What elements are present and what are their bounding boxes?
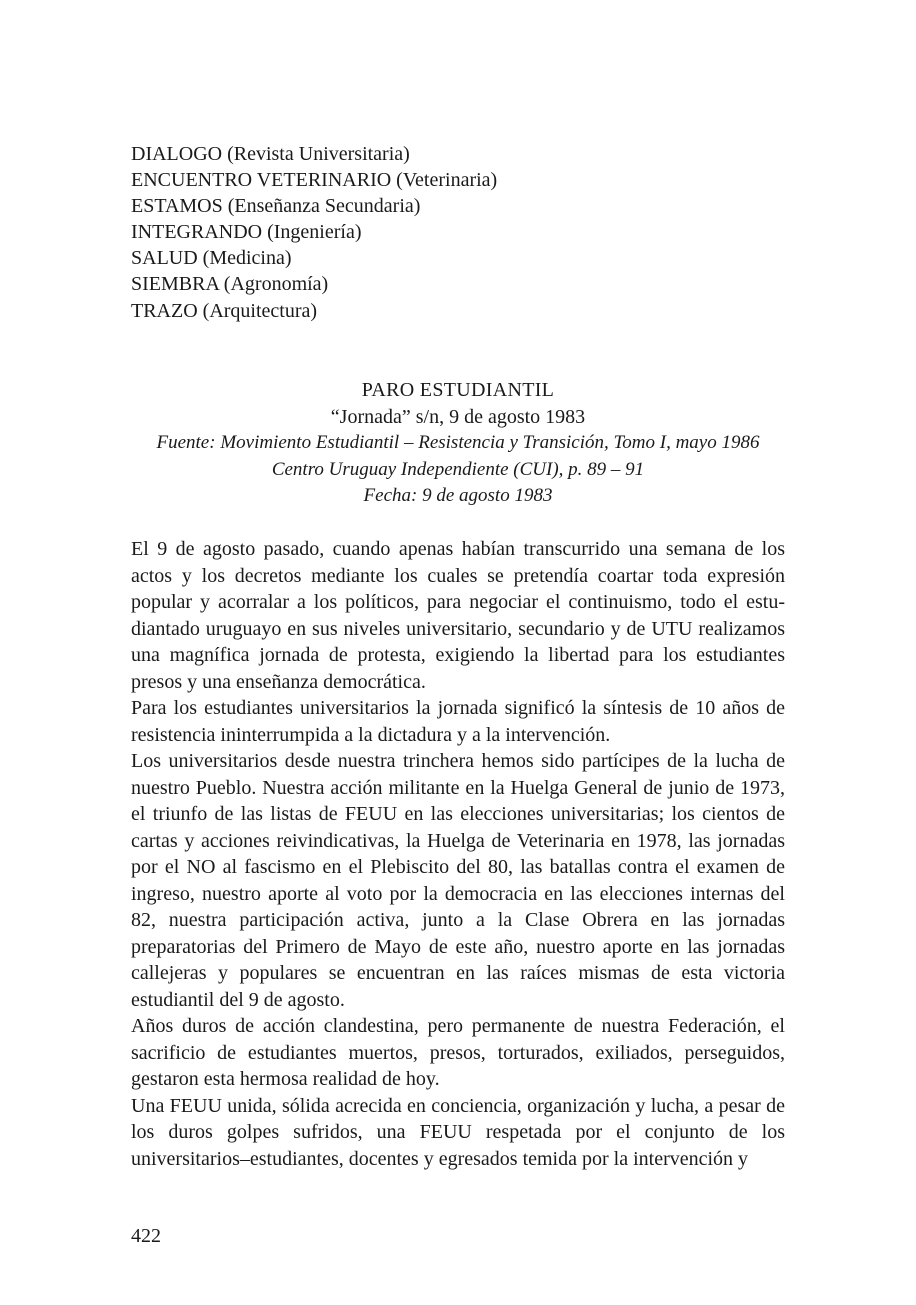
source-line: Fuente: Movimiento Estudiantil – Resistencia y Transición, Tomo I, mayo 1986 — [156, 432, 760, 453]
publication-item: INTEGRANDO (Ingeniería) — [131, 221, 362, 244]
source-line: Centro Uruguay Independiente (CUI), p. 89 – 91 — [271, 458, 645, 480]
paragraph: Para los estudiantes universitarios la jornada significó la síntesis de 10 años de resistencia ininterrumpida a la dictadura y a la intervención. — [131, 697, 785, 746]
paragraph: Una FEUU unida, sólida acrecida en conciencia, organización y lucha, a pesar de los duros golpes sufridos, una FEUU respetada por el conjunto de los universitarios–estudiantes, docentes y egresados temida por la intervención y — [131, 1094, 785, 1170]
page-number: 422 — [131, 1225, 161, 1247]
paragraph: Los universitarios desde nuestra trinchera hemos sido partícipes de la lucha de nuestro Pueblo. Nuestra acción militante en la Huelga General de junio de 1973, el triunfo de las listas de FEUU en las elecciones universitarias; los cientos de cartas y acciones reivindicativas, la Huelga de Veterinaria en 1978, las jornadas por el NO al fascismo en el Plebiscito del 80, las batallas contra el examen de ingreso, nuestro aporte al voto por la democracia en las elecciones internas del 82, nuestra participación activa, junto a la Clase Obrera en las jornadas preparatorias del Primero de Mayo de este año, nuestro aporte en las jornadas callejeras y populares se encuentran en las raíces mismas de esta victoria estudiantil del 9 de agosto. — [131, 750, 785, 1011]
document-heading — [131, 377, 785, 510]
paragraph: Años duros de acción clandestina, pero permanente de nuestra Federación, el sacrificio de estudiantes muertos, presos, torturados, exiliados, perseguidos, gestaron esta hermosa realidad de hoy. — [131, 1015, 785, 1090]
date-line: Fecha: 9 de agosto 1983 — [363, 485, 553, 506]
publication-list — [131, 141, 791, 324]
publication-item: DIALOGO (Revista Universitaria) — [131, 143, 410, 165]
publication-item: SIEMBRA (Agronomía) — [131, 273, 329, 296]
publication-item: SALUD (Medicina) — [131, 247, 292, 270]
publication-item: ENCUENTRO VETERINARIO (Veterinaria) — [131, 169, 498, 192]
publication-item: TRAZO (Arquitectura) — [131, 299, 318, 322]
body-text — [131, 536, 785, 1172]
paragraph: El 9 de agosto pasado, cuando apenas habían transcurrido una semana de los actos y los decretos mediante los cuales se pretendía coartar toda expresión popular y acorralar a los políticos, para negociar el continuismo, todo el estudiantado uruguayo en sus niveles universitario, secundario y de UTU realizamos una magnífica jornada de protesta, exigiendo la libertad para los estudiantes presos y una enseñanza democrática. — [131, 538, 785, 693]
document-title: PARO ESTUDIANTIL — [361, 379, 555, 401]
document-subtitle: “Jornada” s/n, 9 de agosto 1983 — [330, 405, 586, 428]
publication-item: ESTAMOS (Enseñanza Secundaria) — [131, 195, 421, 218]
